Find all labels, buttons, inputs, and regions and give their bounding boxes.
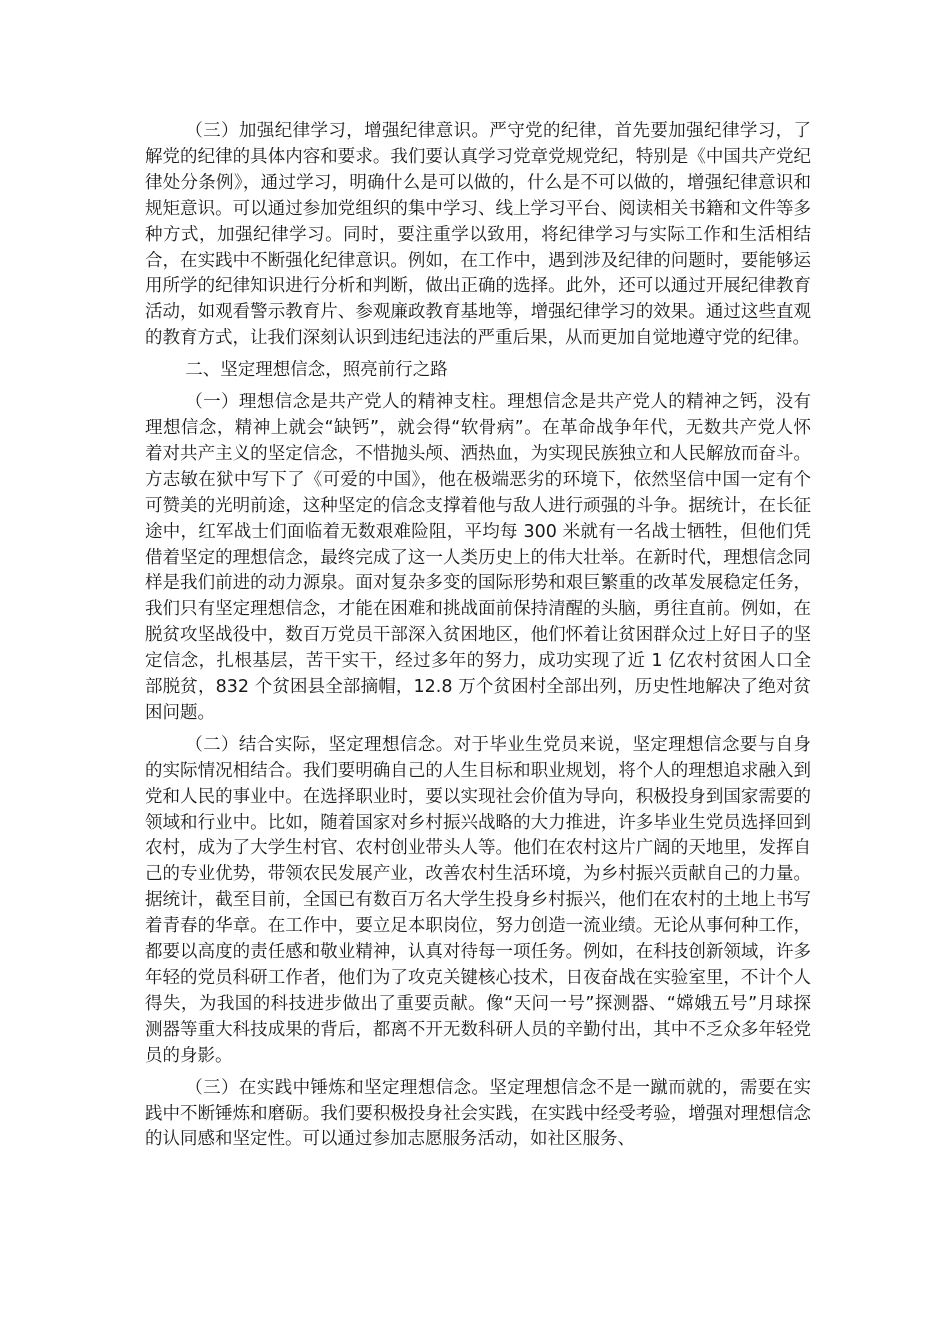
paragraph-spiritual-pillar: （一）理想信念是共产党人的精神支柱。理想信念是共产党人的精神之钙，没有理想信念，精神上就会“缺钙”，就会得“软骨病”。在革命战争年代，无数共产党人怀着对共产主义的坚定信念，不惜抛头颅、洒热血，为实现民族独立和人民解放而奋斗。方志敏在狱中写下了《可爱的中国》，他在极端恶劣的环境下，依然坚信中国一定有个可赞美的光明前途，这种坚定的信念支撑着他与敌人进行顽强的斗争。据统计，在长征途中，红军战士们面临着无数艰难险阻，平均每 300 米就有一名战士牺牲，但他们凭借着坚定的理想信念，最终完成了这一人类历史上的伟大壮举。在新时代，理想信念同样是我们前进的动力源泉。面对复杂多变的国际形势和艰巨繁重的改革发展稳定任务，我们只有坚定理想信念，才能在困难和挑战面前保持清醒的头脑，勇往直前。例如，在脱贫攻坚战役中，数百万党员干部深入贫困地区，他们怀着让贫困群众过上好日子的坚定信念，扎根基层，苦干实干，经过多年的努力，成功实现了近 1 亿农村贫困人口全部脱贫，832 个贫困县全部摘帽，12.8 万个贫困村全部出列，历史性地解决了绝对贫困问题。 (145, 392, 811, 723)
document-page (145, 119, 811, 1153)
paragraph-practice-tempering: （三）在实践中锤炼和坚定理想信念。坚定理想信念不是一蹴而就的，需要在实践中不断锤炼和磨砺。我们要积极投身社会实践，在实践中经受考验，增强对理想信念的认同感和坚定性。可以通过参加志愿服务活动，如社区服务、 (145, 1077, 811, 1150)
paragraph-discipline-study: （三）加强纪律学习，增强纪律意识。严守党的纪律，首先要加强纪律学习，了解党的纪律的具体内容和要求。我们要认真学习党章党规党纪，特别是《中国共产党纪律处分条例》，通过学习，明确什么是可以做的，什么是不可以做的，增强纪律意识和规矩意识。可以通过参加党组织的集中学习、线上学习平台、阅读相关书籍和文件等多种方式，加强纪律学习。同时，要注重学以致用，将纪律学习与实际工作和生活相结合，在实践中不断强化纪律意识。例如，在工作中，遇到涉及纪律的问题时，要能够运用所学的纪律知识进行分析和判断，做出正确的选择。此外，还可以通过开展纪律教育活动，如观看警示教育片、参观廉政教育基地等，增强纪律学习的效果。通过这些直观的教育方式，让我们深刻认识到违纪违法的严重后果，从而更加自觉地遵守党的纪律。 (145, 121, 811, 349)
paragraph-combine-reality: （二）结合实际，坚定理想信念。对于毕业生党员来说，坚定理想信念要与自身的实际情况相结合。我们要明确自己的人生目标和职业规划，将个人的理想追求融入到党和人民的事业中。在选择职业时，要以实现社会价值为导向，积极投身到国家需要的领域和行业中。比如，随着国家对乡村振兴战略的大力推进，许多毕业生党员选择回到农村，成为了大学生村官、农村创业带头人等。他们在农村这片广阔的天地里，发挥自己的专业优势，带领农民发展产业，改善农村生活环境，为乡村振兴贡献自己的力量。据统计，截至目前，全国已有数百万名大学生投身乡村振兴，他们在农村的土地上书写着青春的华章。在工作中，要立足本职岗位，努力创造一流业绩。无论从事何种工作，都要以高度的责任感和敬业精神，认真对待每一项任务。例如，在科技创新领域，许多年轻的党员科研工作者，他们为了攻克关键核心技术，日夜奋战在实验室里，不计个人得失，为我国的科技进步做出了重要贡献。像“天问一号”探测器、“嫦娥五号”月球探测器等重大科技成果的背后，都离不开无数科研人员的辛勤付出，其中不乏众多年轻党员的身影。 (145, 734, 811, 1066)
section-heading-ideals: 二、坚定理想信念，照亮前行之路 (185, 360, 448, 381)
